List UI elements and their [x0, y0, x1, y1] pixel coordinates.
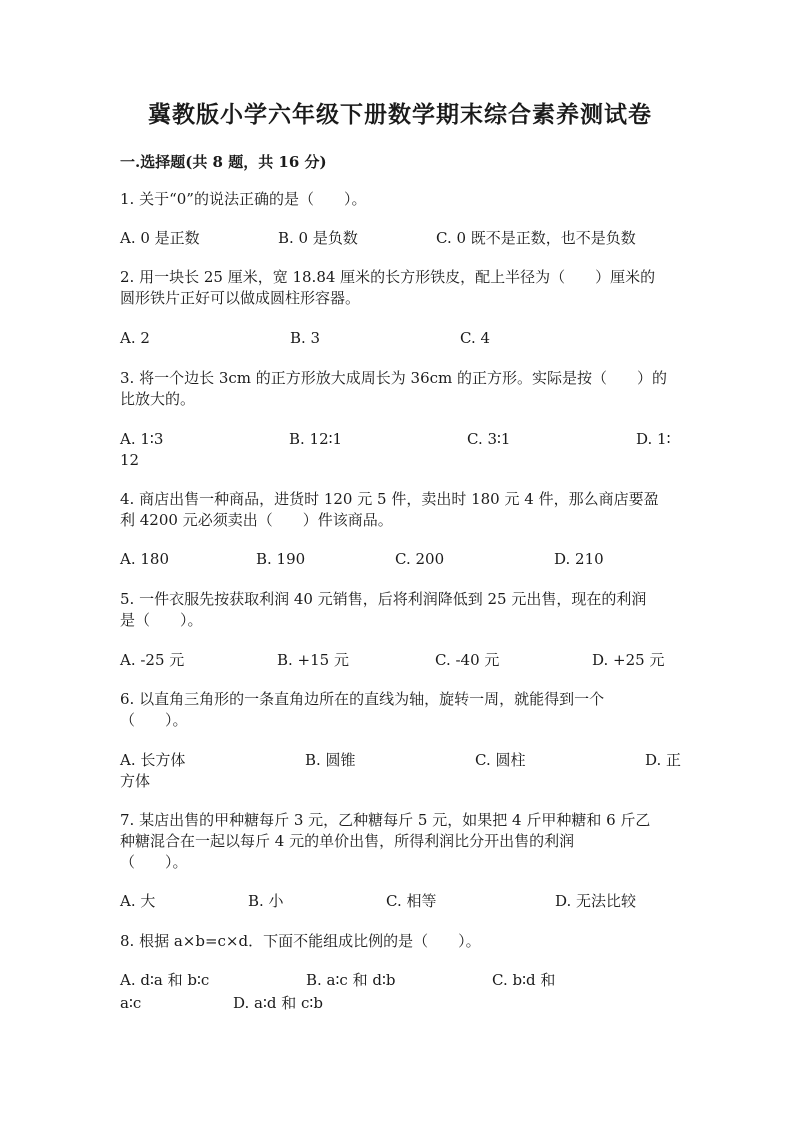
question-3 [120, 368, 682, 410]
question-stem: 7. 某店出售的甲种糖每斤 3 元，乙种糖每斤 5 元，如果把 4 斤甲种糖和 6 斤乙 [120, 811, 651, 829]
question-6 [120, 689, 682, 731]
option-d: D. a∶d 和 c∶b [233, 994, 323, 1012]
question-stem: 圆形铁片正好可以做成圆柱形容器。 [120, 289, 361, 307]
option-a: A. 0 是正数 [120, 229, 200, 247]
option-c: C. -40 元 [435, 651, 500, 669]
option-d-continued: 12 [120, 451, 140, 469]
question-stem: 是（ ）。 [120, 611, 203, 629]
option-b: B. 190 [256, 550, 306, 568]
option-a: A. d∶a 和 b∶c [120, 971, 210, 989]
option-d: D. 正 [645, 751, 682, 769]
option-a: A. 2 [120, 329, 150, 347]
option-c: C. 圆柱 [475, 751, 526, 769]
option-d: D. +25 元 [592, 651, 665, 669]
option-c: C. 3∶1 [467, 430, 511, 448]
option-d: D. 1∶ [636, 430, 671, 448]
option-c: C. b∶d 和 [492, 971, 556, 989]
question-stem: 比放大的。 [120, 390, 196, 408]
question-stem: （ ）。 [120, 711, 188, 729]
question-stem: 6. 以直角三角形的一条直角边所在的直线为轴，旋转一周，就能得到一个 [120, 690, 605, 708]
option-a: A. -25 元 [120, 651, 185, 669]
question-stem: 8. 根据 a×b=c×d．下面不能组成比例的是（ ）。 [120, 932, 481, 950]
page-title: 冀教版小学六年级下册数学期末综合素养测试卷 [148, 101, 652, 128]
option-b: B. 3 [290, 329, 321, 347]
question-4 [120, 489, 682, 531]
option-c: C. 0 既不是正数，也不是负数 [436, 229, 636, 247]
option-a: A. 180 [120, 550, 169, 568]
option-d: D. 无法比较 [555, 892, 637, 910]
question-stem: 利 4200 元必须卖出（ ）件该商品。 [120, 511, 393, 529]
option-c: C. 4 [460, 329, 491, 347]
question-stem: 4. 商店出售一种商品，进货时 120 元 5 件，卖出时 180 元 4 件，那么商店要盈 [120, 490, 659, 508]
option-a: A. 长方体 [120, 751, 186, 769]
question-5 [120, 589, 682, 631]
question-8 [120, 931, 682, 952]
option-c: C. 200 [395, 550, 445, 568]
question-stem: 5. 一件衣服先按获取利润 40 元销售，后将利润降低到 25 元出售，现在的利润 [120, 590, 647, 608]
question-stem: 2. 用一块长 25 厘米，宽 18.84 厘米的长方形铁皮，配上半径为（ ）厘米的 [120, 268, 656, 286]
question-1 [120, 189, 682, 210]
option-b: B. 0 是负数 [278, 229, 358, 247]
option-d: D. 210 [554, 550, 604, 568]
question-stem: 种糖混合在一起以每斤 4 元的单价出售，所得利润比分开出售的利润 [120, 832, 575, 850]
option-b: B. 圆锥 [305, 751, 356, 769]
question-stem: （ ）。 [120, 853, 188, 871]
option-c-continued: a∶c [120, 994, 142, 1012]
option-d-continued: 方体 [120, 772, 151, 790]
option-a: A. 大 [120, 892, 156, 910]
section-heading: 一.选择题(共 8 题，共 16 分) [120, 153, 327, 171]
question-2 [120, 267, 682, 309]
question-7 [120, 810, 682, 873]
option-b: B. 小 [248, 892, 284, 910]
option-b: B. a∶c 和 d∶b [306, 971, 396, 989]
option-c: C. 相等 [386, 892, 437, 910]
question-stem: 1. 关于“0”的说法正确的是（ ）。 [120, 190, 367, 208]
option-b: B. 12∶1 [289, 430, 343, 448]
question-stem: 3. 将一个边长 3cm 的正方形放大成周长为 36cm 的正方形。实际是按（ ）的 [120, 369, 668, 387]
option-b: B. +15 元 [277, 651, 349, 669]
option-a: A. 1∶3 [120, 430, 164, 448]
